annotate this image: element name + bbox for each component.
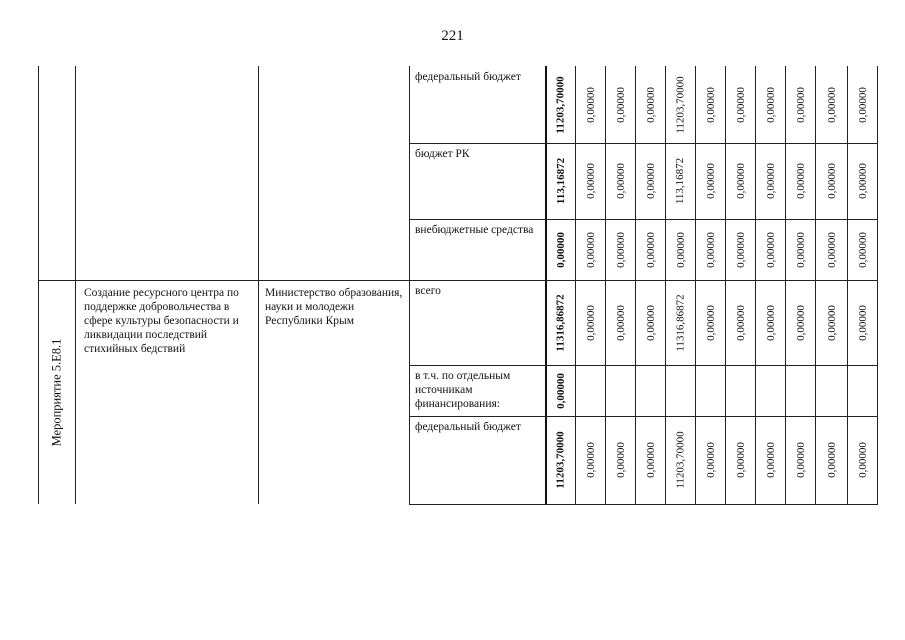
value-cell: 0,00000: [794, 231, 807, 268]
value-cell: 0,00000: [614, 163, 627, 199]
funding-source: федеральный бюджет: [415, 421, 521, 433]
page-number: 221: [441, 28, 464, 44]
value-cell: 113,16872: [674, 157, 687, 205]
value-cell: 0,00000: [825, 442, 838, 478]
value-cell: 0,00000: [825, 231, 838, 268]
row-total: 11203,70000: [555, 75, 567, 134]
value-cell: 0,00000: [734, 442, 747, 478]
value-cell: 0,00000: [856, 163, 869, 199]
value-cell: 0,00000: [614, 86, 627, 123]
value-cell: 0,00000: [734, 86, 747, 123]
value-cell: 11316,86872: [674, 293, 687, 352]
value-cell: 0,00000: [825, 304, 838, 341]
value-cell: 0,00000: [856, 304, 869, 341]
value-cell: 0,00000: [644, 304, 657, 341]
value-cell: 0,00000: [764, 442, 777, 478]
funding-source: всего: [415, 285, 441, 297]
value-cell: 0,00000: [794, 163, 807, 199]
value-cell: 0,00000: [856, 86, 869, 123]
value-cell: 0,00000: [794, 86, 807, 123]
measure-border: [38, 280, 410, 281]
row-total: 113,16872: [555, 157, 567, 205]
value-cell: 0,00000: [704, 442, 717, 478]
value-cell: 0,00000: [704, 231, 717, 268]
value-cell: 11203,70000: [674, 431, 687, 489]
funding-source: федеральный бюджет: [415, 71, 521, 83]
value-cell: 0,00000: [584, 231, 597, 268]
measure-code: Мероприятие 5.Е8.1: [49, 338, 63, 446]
value-cell: 0,00000: [704, 304, 717, 341]
value-cell: 0,00000: [674, 231, 687, 268]
row-border: [409, 504, 878, 505]
value-cell: 0,00000: [704, 86, 717, 123]
value-cell: 0,00000: [644, 442, 657, 478]
column-border: [409, 66, 410, 504]
value-cell: 0,00000: [584, 304, 597, 341]
row-total: 0,00000: [555, 372, 567, 409]
row-border: [409, 365, 878, 366]
funding-source: в т.ч. по отдельным источникам финансирования:: [415, 370, 511, 410]
value-cell: 0,00000: [734, 304, 747, 341]
value-cell: 0,00000: [704, 163, 717, 199]
value-cell: 0,00000: [734, 231, 747, 268]
value-cell: 0,00000: [644, 86, 657, 123]
value-cell: 0,00000: [764, 304, 777, 341]
value-cell: 0,00000: [794, 304, 807, 341]
value-cell: 0,00000: [644, 163, 657, 199]
funding-source: внебюджетные средства: [415, 224, 534, 236]
funding-source: бюджет РК: [415, 148, 470, 160]
row-total: 11316,86872: [555, 293, 567, 352]
value-cell: 0,00000: [856, 442, 869, 478]
column-border: [258, 66, 259, 504]
value-cell: 0,00000: [584, 442, 597, 478]
value-cell: 11203,70000: [674, 75, 687, 134]
value-cell: 0,00000: [644, 231, 657, 268]
value-cell: 0,00000: [825, 163, 838, 199]
value-cell: 0,00000: [825, 86, 838, 123]
row-total: 11203,70000: [555, 431, 567, 489]
value-cell: 0,00000: [614, 304, 627, 341]
value-cell: 0,00000: [614, 231, 627, 268]
measure-executor: Министерство образования, науки и молодежи Республики Крым: [265, 287, 403, 327]
column-border: [877, 66, 878, 504]
measure-name: Создание ресурсного центра по поддержке добровольчества в сфере культуры безопасности и ликвидации последствий стихийных бедствий: [84, 287, 239, 355]
value-cell: 0,00000: [614, 442, 627, 478]
value-cell: 0,00000: [584, 163, 597, 199]
value-cell: 0,00000: [764, 231, 777, 268]
column-border: [75, 66, 76, 504]
value-cell: 0,00000: [764, 163, 777, 199]
value-cell: 0,00000: [794, 442, 807, 478]
value-cell: 0,00000: [584, 86, 597, 123]
value-cell: 0,00000: [764, 86, 777, 123]
value-cell: 0,00000: [734, 163, 747, 199]
row-total: 0,00000: [555, 231, 567, 268]
value-cell: 0,00000: [856, 231, 869, 268]
